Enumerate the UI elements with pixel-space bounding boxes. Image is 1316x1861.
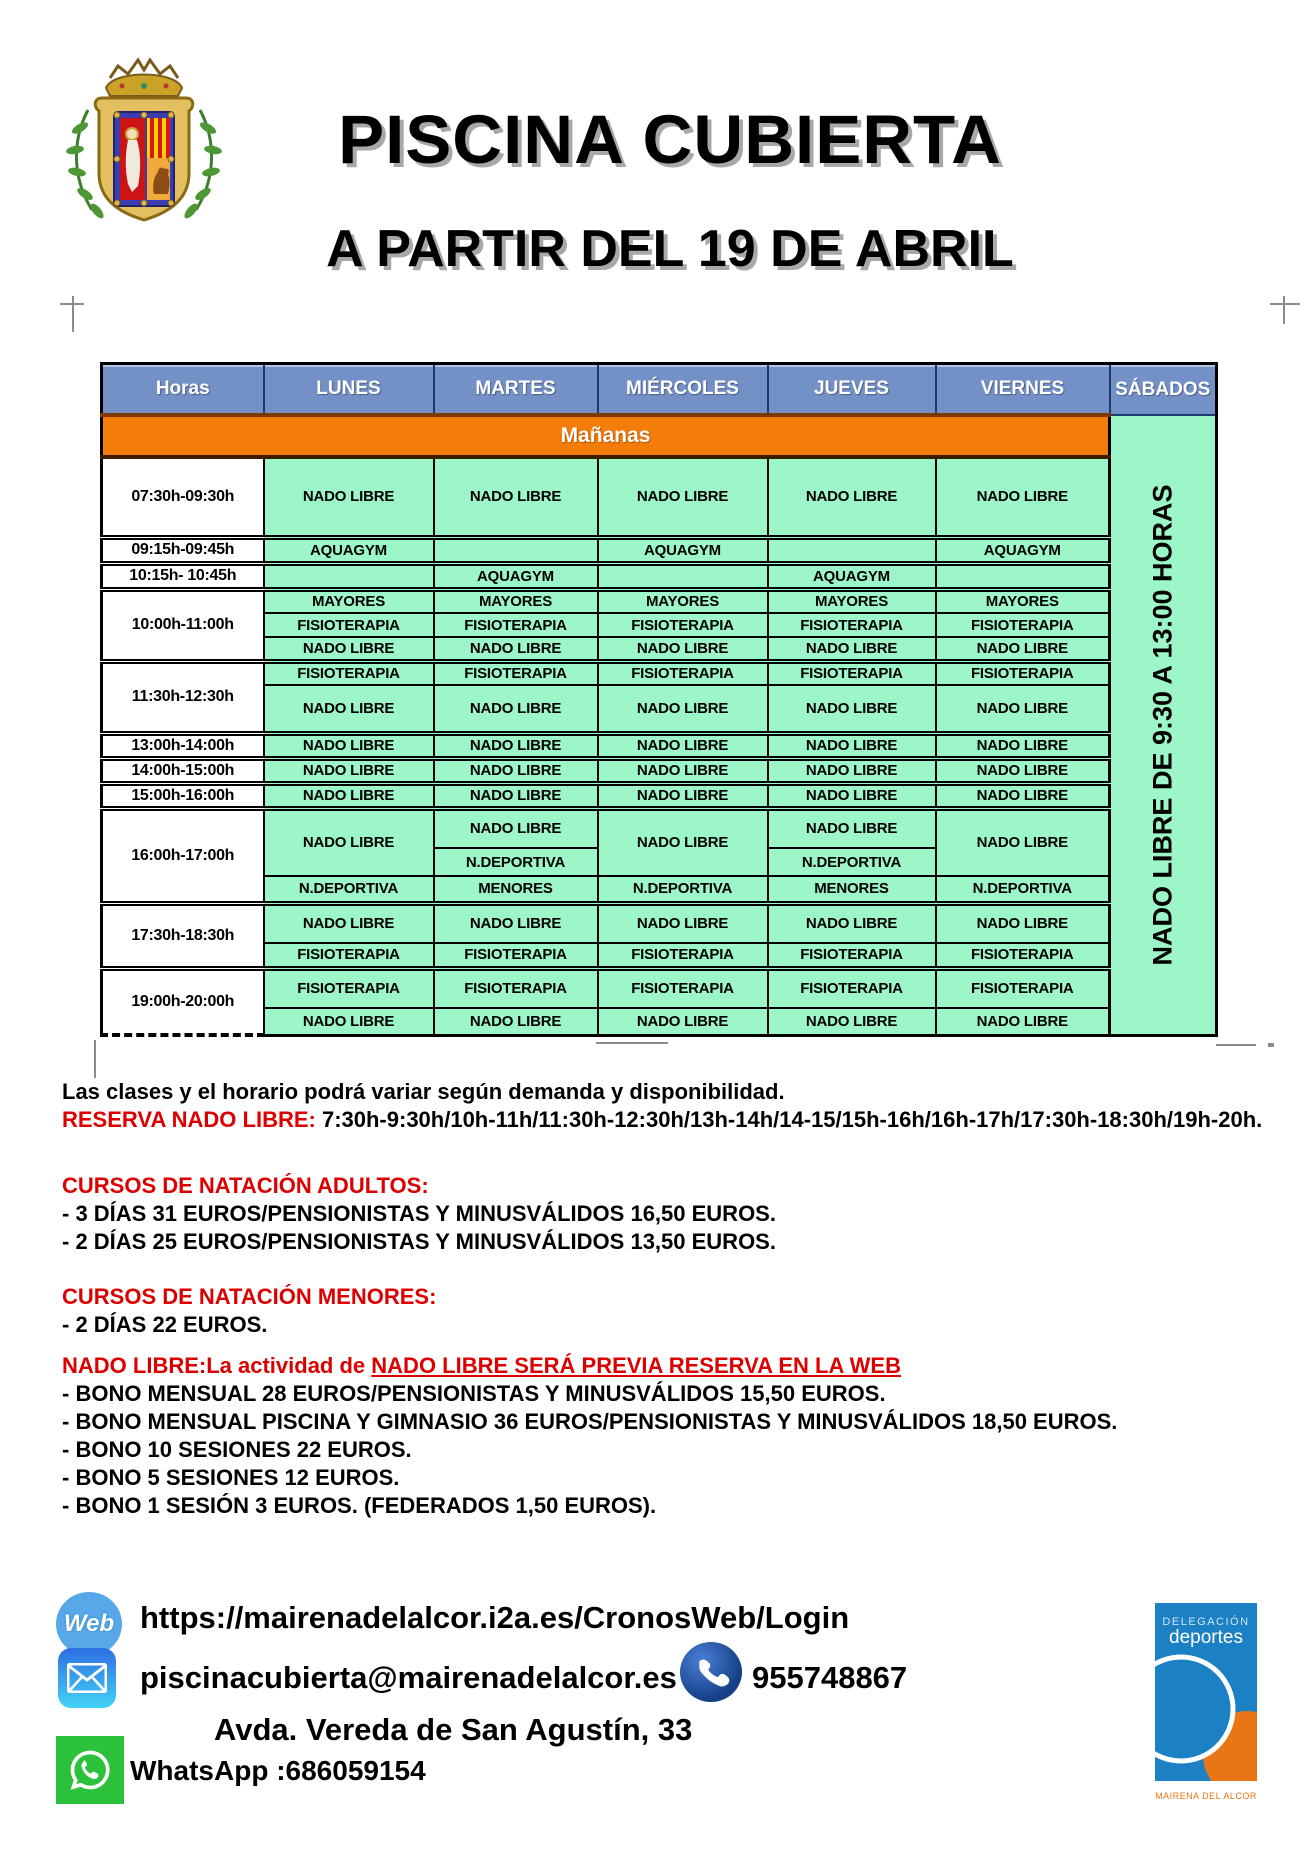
schedule-cell: NADO LIBRE bbox=[936, 685, 1110, 733]
reserva-label: RESERVA NADO LIBRE: bbox=[62, 1107, 316, 1132]
schedule-cell: NADO LIBRE bbox=[768, 1008, 936, 1035]
col-header-jueves: JUEVES bbox=[768, 364, 936, 416]
time-cell: 10:00h-11:00h bbox=[102, 589, 264, 661]
schedule-cell: NADO LIBRE bbox=[434, 733, 598, 758]
schedule-cell: FISIOTERAPIA bbox=[434, 943, 598, 968]
guide-mark bbox=[72, 296, 74, 332]
schedule-cell: NADO LIBRE bbox=[598, 903, 768, 943]
notes-availability-block bbox=[62, 1078, 1286, 1134]
schedule-cell: N.DEPORTIVA bbox=[936, 876, 1110, 903]
schedule-cell: FISIOTERAPIA bbox=[768, 968, 936, 1008]
cursos-adultos-title: CURSOS DE NATACIÓN ADULTOS: bbox=[62, 1173, 429, 1198]
guide-mark bbox=[596, 1042, 668, 1044]
availability-note: Las clases y el horario podrá variar según demanda y disponibilidad. bbox=[62, 1079, 785, 1104]
schedule-cell: FISIOTERAPIA bbox=[936, 613, 1110, 637]
schedule-cell: FISIOTERAPIA bbox=[598, 613, 768, 637]
schedule-cell: NADO LIBRE bbox=[936, 1008, 1110, 1035]
web-url: https://mairenadelalcor.i2a.es/CronosWeb/Login bbox=[140, 1600, 850, 1635]
page-subtitle: A PARTIR DEL 19 DE ABRIL bbox=[326, 220, 1014, 278]
schedule-cell: NADO LIBRE bbox=[598, 808, 768, 876]
schedule-cell: NADO LIBRE bbox=[936, 808, 1110, 876]
schedule-cell: N.DEPORTIVA bbox=[264, 876, 434, 903]
whatsapp-icon bbox=[56, 1736, 124, 1804]
schedule-cell: FISIOTERAPIA bbox=[598, 968, 768, 1008]
schedule-cell: NADO LIBRE bbox=[936, 733, 1110, 758]
time-cell: 15:00h-16:00h bbox=[102, 783, 264, 808]
guide-mark bbox=[60, 303, 84, 305]
time-cell: 17:30h-18:30h bbox=[102, 903, 264, 968]
schedule-cell: MENORES bbox=[768, 876, 936, 903]
schedule-cell: NADO LIBRE bbox=[768, 637, 936, 661]
guide-mark bbox=[1283, 296, 1285, 324]
schedule-cell: FISIOTERAPIA bbox=[936, 968, 1110, 1008]
schedule-cell: NADO LIBRE bbox=[768, 685, 936, 733]
schedule-cell: NADO LIBRE bbox=[264, 457, 434, 537]
section-row bbox=[102, 415, 1217, 457]
time-cell: 13:00h-14:00h bbox=[102, 733, 264, 758]
logo-line1: DELEGACIÓN bbox=[1162, 1616, 1250, 1628]
schedule-cell: NADO LIBRE bbox=[936, 903, 1110, 943]
schedule-cell: NADO LIBRE bbox=[264, 758, 434, 783]
schedule-cell: NADO LIBRE bbox=[598, 758, 768, 783]
schedule-cell: NADO LIBRE bbox=[434, 457, 598, 537]
schedule-cell: FISIOTERAPIA bbox=[598, 661, 768, 685]
schedule-cell: AQUAGYM bbox=[936, 537, 1110, 563]
bono-item: - BONO MENSUAL PISCINA Y GIMNASIO 36 EUROS/PENSIONISTAS Y MINUSVÁLIDOS 18,50 EUROS. bbox=[62, 1409, 1118, 1434]
time-cell: 09:15h-09:45h bbox=[102, 537, 264, 563]
schedule-header-row bbox=[102, 364, 1217, 416]
schedule-cell: FISIOTERAPIA bbox=[598, 943, 768, 968]
schedule-cell: FISIOTERAPIA bbox=[264, 968, 434, 1008]
time-cell: 11:30h-12:30h bbox=[102, 661, 264, 733]
schedule-cell: NADO LIBRE bbox=[936, 637, 1110, 661]
schedule-cell: NADO LIBRE bbox=[434, 637, 598, 661]
schedule-cell: NADO LIBRE bbox=[598, 783, 768, 808]
logo-line2: deportes bbox=[1169, 1627, 1243, 1648]
time-cell: 14:00h-15:00h bbox=[102, 758, 264, 783]
col-header-viernes: VIERNES bbox=[936, 364, 1110, 416]
schedule-cell: MAYORES bbox=[936, 589, 1110, 613]
email-address: piscinacubierta@mairenadelalcor.es bbox=[140, 1660, 677, 1695]
schedule-cell: FISIOTERAPIA bbox=[936, 943, 1110, 968]
web-icon bbox=[56, 1592, 122, 1656]
schedule-cell: FISIOTERAPIA bbox=[264, 661, 434, 685]
schedule-cell: NADO LIBRE bbox=[598, 1008, 768, 1035]
schedule-cell: NADO LIBRE bbox=[768, 758, 936, 783]
schedule-cell: MAYORES bbox=[598, 589, 768, 613]
col-header-sabados: SÁBADOS bbox=[1110, 364, 1217, 416]
schedule-cell: NADO LIBRE bbox=[598, 637, 768, 661]
schedule-cell: NADO LIBRE bbox=[434, 685, 598, 733]
schedule-table bbox=[100, 362, 1218, 1037]
web-icon-label: Web bbox=[63, 1610, 115, 1637]
guide-mark bbox=[1268, 1043, 1274, 1047]
schedule-cell: FISIOTERAPIA bbox=[768, 613, 936, 637]
email-icon bbox=[58, 1648, 116, 1708]
schedule-cell: MAYORES bbox=[434, 589, 598, 613]
schedule-cell: NADO LIBRE bbox=[264, 637, 434, 661]
schedule-cell: NADO LIBRE bbox=[264, 903, 434, 943]
schedule-cell: MENORES bbox=[434, 876, 598, 903]
schedule-cell: NADO LIBRE bbox=[598, 733, 768, 758]
schedule-cell: FISIOTERAPIA bbox=[936, 661, 1110, 685]
schedule-cell: NADO LIBRE bbox=[434, 783, 598, 808]
schedule-cell: NADO LIBRE bbox=[768, 457, 936, 537]
time-cell: 10:15h- 10:45h bbox=[102, 563, 264, 589]
schedule-cell: N.DEPORTIVA bbox=[598, 876, 768, 903]
schedule-cell: NADO LIBRE bbox=[768, 808, 936, 848]
phone-icon bbox=[680, 1642, 742, 1702]
schedule-cell: MAYORES bbox=[768, 589, 936, 613]
nado-libre-label: NADO LIBRE:La actividad de bbox=[62, 1353, 372, 1378]
schedule-cell bbox=[434, 537, 598, 563]
guide-mark bbox=[1270, 303, 1300, 305]
schedule-cell: NADO LIBRE bbox=[936, 758, 1110, 783]
cursos-menores-title: CURSOS DE NATACIÓN MENORES: bbox=[62, 1284, 437, 1309]
schedule-cell: FISIOTERAPIA bbox=[264, 613, 434, 637]
cursos-menores-item: - 2 DÍAS 22 EUROS. bbox=[62, 1312, 268, 1337]
schedule-cell: FISIOTERAPIA bbox=[434, 661, 598, 685]
address: Avda. Vereda de San Agustín, 33 bbox=[214, 1712, 693, 1747]
saturday-note: NADO LIBRE DE 9:30 A 13:00 HORAS bbox=[1147, 484, 1178, 966]
mairena-del-alcor-coat-of-arms-icon bbox=[58, 48, 230, 230]
cursos-menores-block bbox=[62, 1283, 1286, 1339]
nado-libre-web-note: NADO LIBRE SERÁ PREVIA RESERVA EN LA WEB bbox=[371, 1353, 901, 1378]
schedule-cell: NADO LIBRE bbox=[264, 783, 434, 808]
schedule-cell: NADO LIBRE bbox=[264, 1008, 434, 1035]
cursos-adultos-block bbox=[62, 1172, 1286, 1256]
delegacion-deportes-logo bbox=[1155, 1603, 1257, 1805]
schedule-cell: FISIOTERAPIA bbox=[264, 943, 434, 968]
schedule-cell: NADO LIBRE bbox=[434, 808, 598, 848]
schedule-cell bbox=[768, 537, 936, 563]
bono-item: - BONO 10 SESIONES 22 EUROS. bbox=[62, 1437, 412, 1462]
nado-libre-block bbox=[62, 1352, 1286, 1520]
schedule-cell: AQUAGYM bbox=[768, 563, 936, 589]
schedule-cell: AQUAGYM bbox=[264, 537, 434, 563]
whatsapp-number: WhatsApp :686059154 bbox=[130, 1755, 426, 1786]
schedule-cell: FISIOTERAPIA bbox=[434, 968, 598, 1008]
schedule-cell: NADO LIBRE bbox=[434, 903, 598, 943]
schedule-cell: NADO LIBRE bbox=[768, 783, 936, 808]
schedule-cell: N.DEPORTIVA bbox=[768, 848, 936, 876]
cursos-adultos-item: - 2 DÍAS 25 EUROS/PENSIONISTAS Y MINUSVÁLIDOS 13,50 EUROS. bbox=[62, 1229, 776, 1254]
schedule-cell: N.DEPORTIVA bbox=[434, 848, 598, 876]
schedule-cell: FISIOTERAPIA bbox=[768, 661, 936, 685]
time-cell: 07:30h-09:30h bbox=[102, 457, 264, 537]
schedule-cell: NADO LIBRE bbox=[264, 685, 434, 733]
schedule-cell: NADO LIBRE bbox=[768, 733, 936, 758]
schedule-cell: NADO LIBRE bbox=[936, 457, 1110, 537]
guide-mark bbox=[94, 1040, 96, 1078]
col-header-miercoles: MIÉRCOLES bbox=[598, 364, 768, 416]
schedule-cell bbox=[936, 563, 1110, 589]
bono-item: - BONO 1 SESIÓN 3 EUROS. (FEDERADOS 1,50 EUROS). bbox=[62, 1493, 657, 1518]
schedule-cell: FISIOTERAPIA bbox=[434, 613, 598, 637]
schedule-cell: NADO LIBRE bbox=[768, 903, 936, 943]
schedule-cell: FISIOTERAPIA bbox=[768, 943, 936, 968]
saturday-cell bbox=[1110, 415, 1217, 1035]
reserva-times: 7:30h-9:30h/10h-11h/11:30h-12:30h/13h-14h/14-15/15h-16h/16h-17h/17:30h-18:30h/19h-20h. bbox=[315, 1107, 1263, 1132]
schedule-cell: NADO LIBRE bbox=[936, 783, 1110, 808]
time-cell: 16:00h-17:00h bbox=[102, 808, 264, 903]
bono-item: - BONO 5 SESIONES 12 EUROS. bbox=[62, 1465, 400, 1490]
schedule-cell: NADO LIBRE bbox=[598, 457, 768, 537]
schedule-cell: NADO LIBRE bbox=[434, 758, 598, 783]
schedule-cell bbox=[264, 563, 434, 589]
schedule-cell: NADO LIBRE bbox=[598, 685, 768, 733]
schedule-cell: AQUAGYM bbox=[434, 563, 598, 589]
schedule-cell: NADO LIBRE bbox=[264, 808, 434, 876]
schedule-cell: NADO LIBRE bbox=[264, 733, 434, 758]
page-title: PISCINA CUBIERTA bbox=[338, 101, 1002, 178]
col-header-martes: MARTES bbox=[434, 364, 598, 416]
schedule-cell: AQUAGYM bbox=[598, 537, 768, 563]
cursos-adultos-item: - 3 DÍAS 31 EUROS/PENSIONISTAS Y MINUSVÁLIDOS 16,50 EUROS. bbox=[62, 1201, 776, 1226]
phone-number: 955748867 bbox=[752, 1660, 908, 1695]
bono-item: - BONO MENSUAL 28 EUROS/PENSIONISTAS Y MINUSVÁLIDOS 15,50 EUROS. bbox=[62, 1381, 886, 1406]
guide-mark bbox=[1216, 1044, 1256, 1046]
schedule-cell bbox=[598, 563, 768, 589]
time-cell: 19:00h-20:00h bbox=[102, 968, 264, 1035]
logo-line3: MAIRENA DEL ALCOR bbox=[1155, 1791, 1257, 1801]
schedule-cell: NADO LIBRE bbox=[434, 1008, 598, 1035]
col-header-lunes: LUNES bbox=[264, 364, 434, 416]
col-header-horas: Horas bbox=[102, 364, 264, 416]
schedule-cell: MAYORES bbox=[264, 589, 434, 613]
section-label: Mañanas bbox=[102, 415, 1110, 457]
